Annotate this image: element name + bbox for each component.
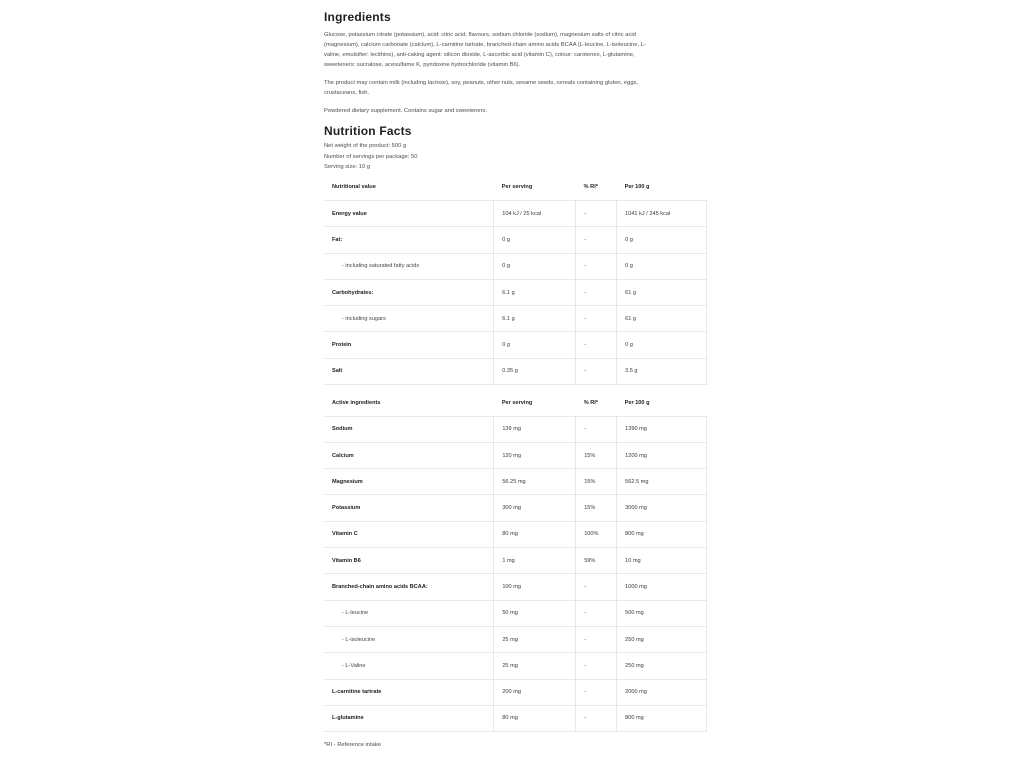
column-header: % RI*	[583, 184, 598, 191]
table-row	[324, 679, 707, 705]
row-label: Branched-chain amino acids BCAA:	[324, 574, 494, 600]
row-label: Magnesium	[324, 469, 494, 495]
row-label: - including sugars	[324, 306, 494, 332]
column-header: % RI*	[583, 399, 598, 406]
ingredients-list	[324, 30, 708, 70]
row-label: Fat:	[324, 227, 494, 253]
row-label: Protein	[324, 332, 494, 358]
per-100g-cell: 1000 mg	[617, 574, 707, 600]
ri-cell: 59%	[576, 548, 617, 574]
table-row	[324, 495, 707, 521]
per-serving-cell: 100 mg	[494, 574, 576, 600]
serving-size: Serving size: 10 g	[324, 164, 371, 170]
row-label: Vitamin C	[324, 521, 494, 547]
ingredients-line: valine, emulsifier: lecithins), anti-caking agent: silicon dioxide, L-ascorbic acid (vitamin C), colour: carotenes, L-glutamine,	[324, 52, 635, 58]
per-serving-cell: 80 mg	[494, 521, 576, 547]
per-serving-cell: 0 g	[494, 332, 576, 358]
table-row	[324, 626, 707, 652]
ri-cell: -	[576, 679, 617, 705]
row-label: Carbohydrates:	[324, 279, 494, 305]
per-100g-cell: 1390 mg	[617, 416, 707, 442]
per-100g-cell: 3.5 g	[617, 358, 707, 384]
per-100g-cell: 0 g	[617, 253, 707, 279]
allergen-line: The product may contain milk (including lactose), soy, peanuts, other nuts, sesame seeds, cereals containing gluten, eggs,	[324, 80, 639, 86]
per-100g-cell: 10 mg	[617, 548, 707, 574]
column-header: Active ingredients	[332, 399, 381, 406]
per-100g-cell: 800 mg	[617, 521, 707, 547]
per-serving-cell: 25 mg	[494, 653, 576, 679]
ingredients-line: Glucose, potassium citrate (potassium), acid: citric acid, flavours, sodium chloride (sodium), magnesium salts of citric acid	[324, 32, 636, 38]
ri-cell: -	[576, 201, 617, 227]
per-100g-cell: 800 mg	[617, 705, 707, 731]
supplement-notice	[324, 106, 708, 116]
per-100g-cell: 0 g	[617, 332, 707, 358]
ri-cell: -	[576, 358, 617, 384]
per-serving-cell: 50 mg	[494, 600, 576, 626]
per-serving-cell: 56.25 mg	[494, 469, 576, 495]
supplement-line: Powdered dietary supplement. Contains sugar and sweeteners.	[324, 108, 488, 114]
ri-cell: 15%	[576, 495, 617, 521]
per-100g-cell: 3000 mg	[617, 495, 707, 521]
per-serving-cell: 0 g	[494, 253, 576, 279]
per-serving-cell: 80 mg	[494, 705, 576, 731]
ri-cell: -	[576, 306, 617, 332]
per-100g-cell: 0 g	[617, 227, 707, 253]
allergen-line: crustaceans, fish.	[324, 90, 370, 96]
row-label: Energy value	[324, 201, 494, 227]
table-row	[324, 201, 707, 227]
table-row	[324, 653, 707, 679]
table-row	[324, 442, 707, 468]
row-label: L-glutamine	[324, 705, 494, 731]
per-100g-cell: 1041 kJ / 245 kcal	[617, 201, 707, 227]
column-header: Per 100 g	[624, 399, 650, 406]
row-label: Sodium	[324, 416, 494, 442]
row-label: - L-isoleucine	[324, 626, 494, 652]
row-label: Vitamin B6	[324, 548, 494, 574]
row-label: - L-leucine	[324, 600, 494, 626]
per-serving-cell: 300 mg	[494, 495, 576, 521]
table-row	[324, 416, 707, 442]
ri-cell: -	[576, 253, 617, 279]
ri-cell: -	[576, 332, 617, 358]
per-100g-cell: 250 mg	[617, 653, 707, 679]
ri-cell: 15%	[576, 469, 617, 495]
column-header: Nutritional value	[332, 184, 376, 191]
per-100g-cell: 250 mg	[617, 626, 707, 652]
per-100g-cell: 500 mg	[617, 600, 707, 626]
ri-cell: 100%	[576, 521, 617, 547]
per-100g-cell: 562.5 mg	[617, 469, 707, 495]
row-label: - including saturated fatty acids	[324, 253, 494, 279]
per-100g-cell: 2000 mg	[617, 679, 707, 705]
row-label: Calcium	[324, 442, 494, 468]
ri-cell: -	[576, 227, 617, 253]
per-serving-cell: 1 mg	[494, 548, 576, 574]
per-serving-cell: 6.1 g	[494, 306, 576, 332]
ri-cell: -	[576, 574, 617, 600]
table-row	[324, 574, 707, 600]
table-row	[324, 469, 707, 495]
column-header: Per serving	[501, 184, 533, 191]
column-header: Per serving	[501, 399, 533, 406]
table-row	[324, 705, 707, 731]
net-weight: Net weight of the product: 500 g	[324, 143, 407, 149]
row-label: Potassium	[324, 495, 494, 521]
table-row	[324, 548, 707, 574]
row-label: L-carnitine tartrate	[324, 679, 494, 705]
row-label: Salt	[324, 358, 494, 384]
ri-cell: -	[576, 705, 617, 731]
product-description	[324, 8, 708, 748]
table-row	[324, 279, 707, 305]
ri-cell: -	[576, 279, 617, 305]
ingredients-line: (magnesium), calcium carbonate (calcium), L-carnitine tartrate, branched-chain amino acids BCAA (L-leucine, L-isoleucine, L-	[324, 42, 646, 48]
servings-per-package: Number of servings per package: 50	[324, 153, 418, 160]
table-row	[324, 521, 707, 547]
ri-cell: -	[576, 600, 617, 626]
per-serving-cell: 0 g	[494, 227, 576, 253]
per-serving-cell: 25 mg	[494, 626, 576, 652]
nutrition-facts-heading: Nutrition Facts	[324, 124, 412, 138]
allergen-notice	[324, 78, 708, 98]
row-label: - L-Valine	[324, 653, 494, 679]
product-meta	[324, 141, 708, 173]
per-100g-cell: 61 g	[617, 279, 707, 305]
ri-cell: -	[576, 653, 617, 679]
per-serving-cell: 6.1 g	[494, 279, 576, 305]
nutritional-value-table	[324, 175, 707, 386]
table-header-row	[324, 175, 707, 201]
ri-cell: 15%	[576, 442, 617, 468]
table-row	[324, 358, 707, 384]
table-row	[324, 253, 707, 279]
per-serving-cell: 104 kJ / 25 kcal	[494, 201, 576, 227]
per-serving-cell: 0.35 g	[494, 358, 576, 384]
ingredients-heading: Ingredients	[324, 10, 391, 24]
column-header: Per 100 g	[624, 184, 650, 191]
table-row	[324, 332, 707, 358]
ingredients-line: sweeteners: sucralose, acesulfame K, pyridoxine hydrochloride (vitamin B6).	[324, 62, 521, 68]
active-ingredients-table	[324, 390, 707, 732]
ri-footnote: *RI - Reference intake	[324, 742, 382, 749]
per-100g-cell: 1200 mg	[617, 442, 707, 468]
table-row	[324, 227, 707, 253]
per-serving-cell: 120 mg	[494, 442, 576, 468]
per-serving-cell: 139 mg	[494, 416, 576, 442]
per-100g-cell: 61 g	[617, 306, 707, 332]
table-header-row	[324, 390, 707, 416]
table-row	[324, 306, 707, 332]
table-row	[324, 600, 707, 626]
ri-cell: -	[576, 626, 617, 652]
per-serving-cell: 200 mg	[494, 679, 576, 705]
ri-cell: -	[576, 416, 617, 442]
